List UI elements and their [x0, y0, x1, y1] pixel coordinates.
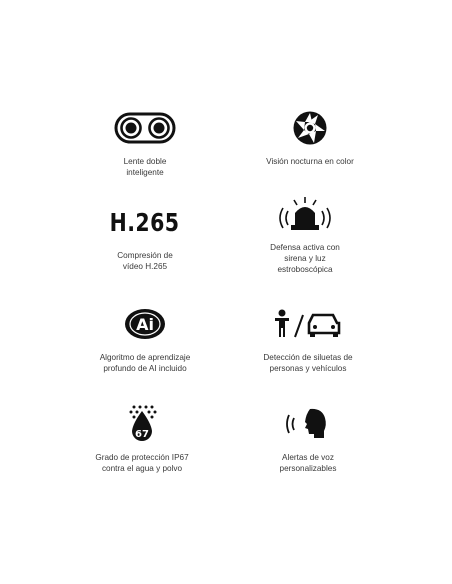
- feature-voice-alerts: [238, 400, 378, 474]
- siren-alarm-icon: [235, 190, 375, 238]
- dual-lens-icon: [75, 104, 215, 152]
- ai-chip-icon: [75, 300, 215, 348]
- feature-label: Grado de protección IP67 contra el agua y polvo: [95, 453, 189, 473]
- voice-alert-icon: [238, 400, 378, 448]
- feature-person-vehicle: [238, 300, 378, 374]
- feature-label: Defensa activa con sirena y luz estroboscópica: [270, 243, 340, 274]
- feature-label: Alertas de voz personalizables: [279, 453, 337, 473]
- feature-dual-lens: [75, 104, 215, 178]
- h265-text-icon: [75, 198, 215, 246]
- feature-label: Detección de siluetas de personas y vehículos: [263, 353, 353, 373]
- ip67-water-drop-icon: [72, 400, 212, 448]
- feature-ip67: [72, 400, 212, 474]
- ip67-icon-text: 67: [135, 429, 149, 440]
- h265-icon-text: H.265: [110, 207, 180, 237]
- feature-label: Visión nocturna en color: [266, 157, 354, 166]
- person-vehicle-icon: [238, 300, 378, 348]
- aperture-night-vision-icon: [240, 104, 380, 152]
- feature-h265: [75, 198, 215, 272]
- feature-label: Lente doble inteligente: [123, 157, 167, 177]
- ai-icon-text: Ai: [136, 315, 154, 334]
- feature-label: Algoritmo de aprendizaje profundo de AI incluido: [99, 353, 191, 373]
- feature-label: Compresión de vídeo H.265: [117, 251, 173, 271]
- feature-ai: [75, 300, 215, 374]
- feature-siren: [235, 190, 375, 275]
- feature-night-vision: [240, 104, 380, 167]
